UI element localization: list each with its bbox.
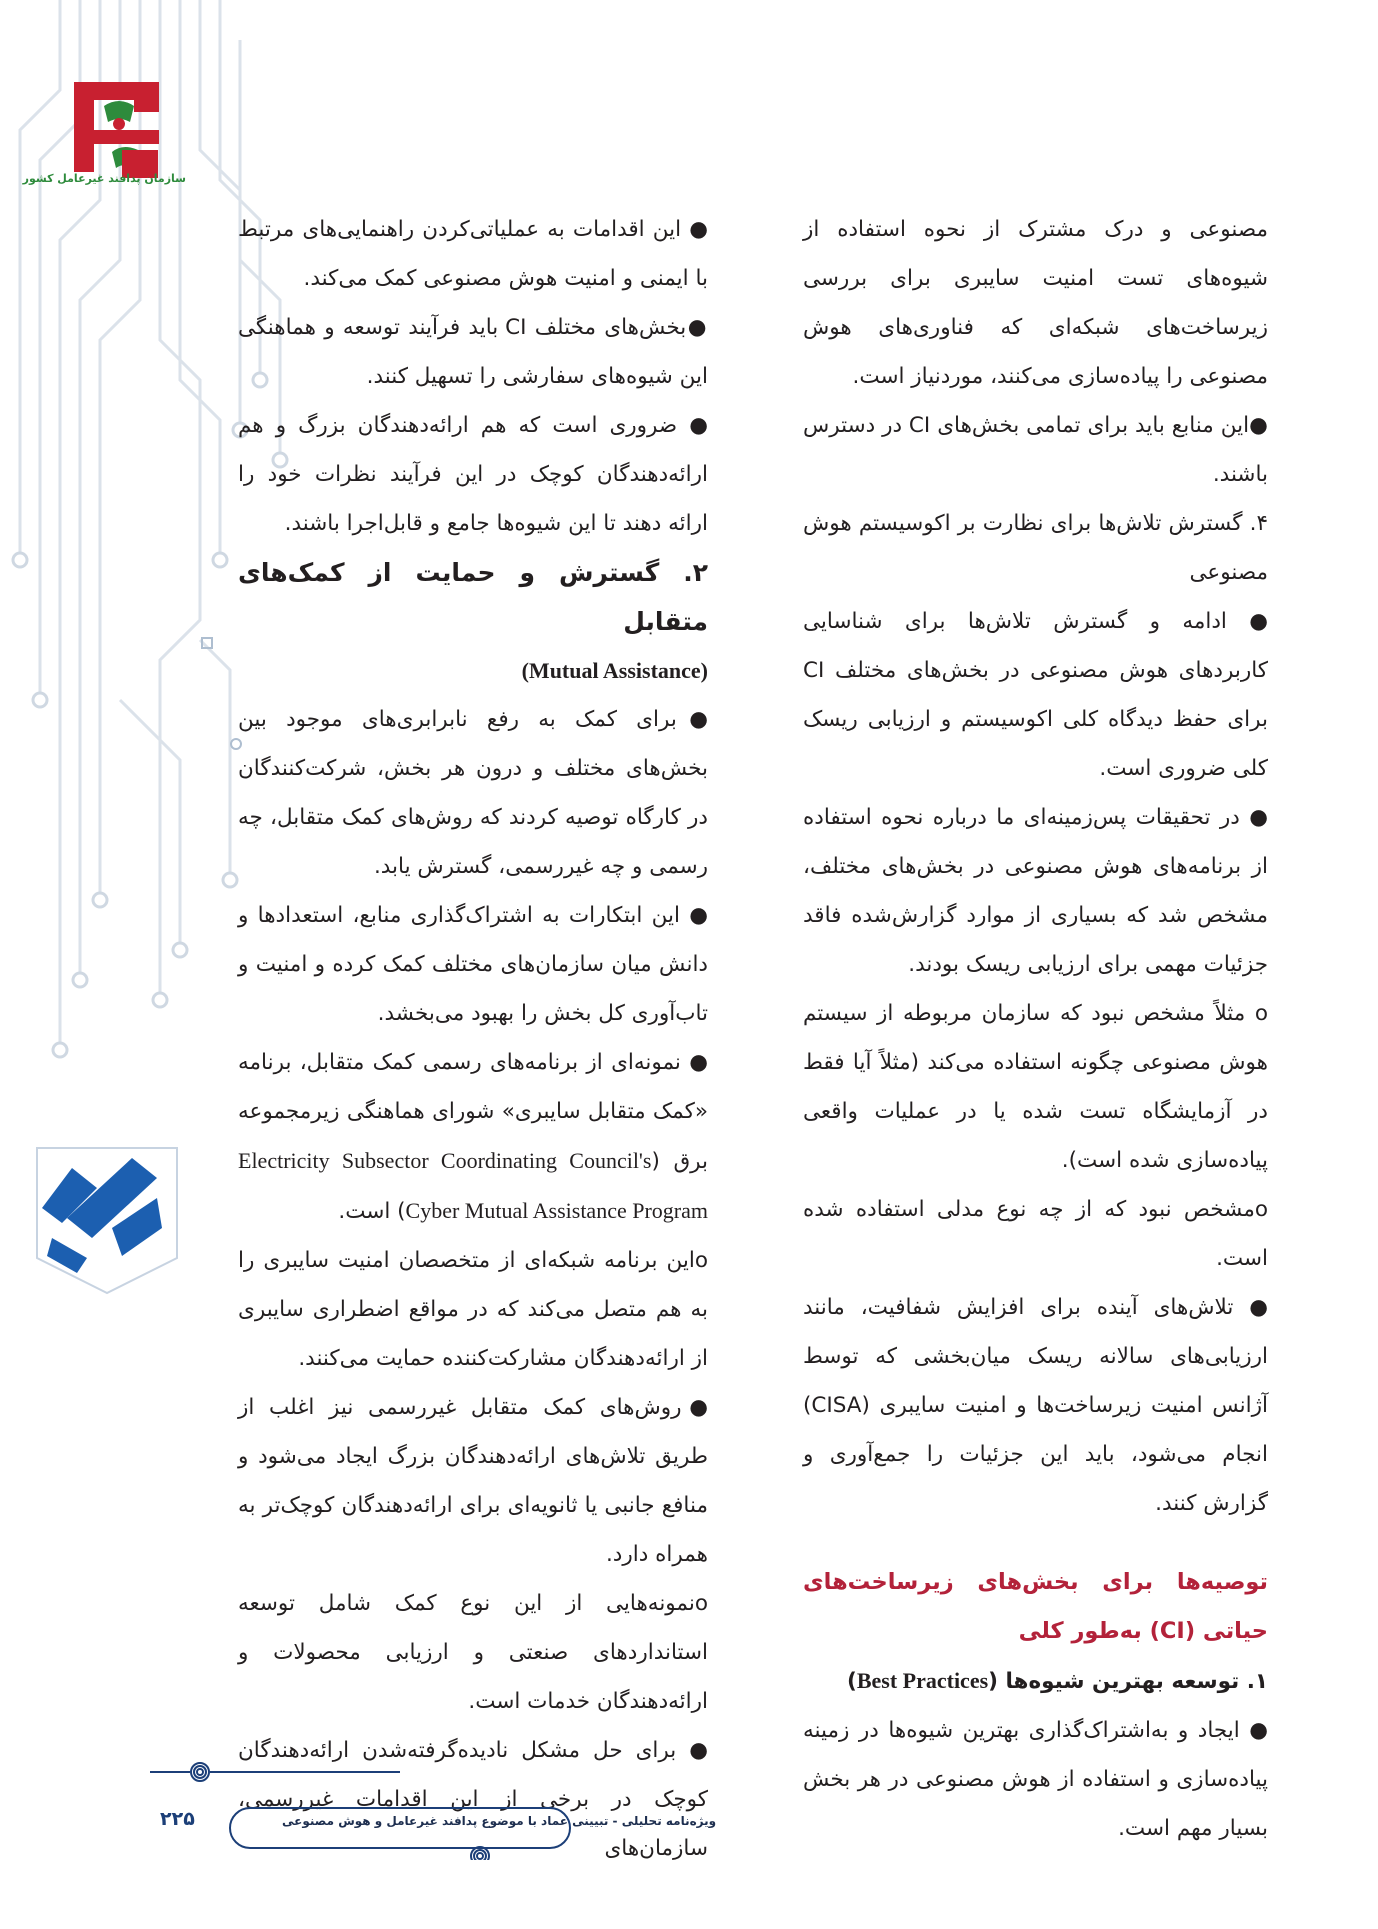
paragraph: ●این منابع باید برای تمامی بخش‌های CI در دسترس باشند.: [803, 413, 1269, 487]
paragraph: ● این ابتکارات به اشتراک‌گذاری منابع، استعدادها و دانش میان سازمان‌های مختلف کمک کرده و امنیت و تاب‌آوری کل بخش را بهبود می‌بخشد.: [238, 903, 708, 1026]
paragraph: مصنوعی و درک مشترک از نحوه استفاده از شیوه‌های تست امنیت سایبری برای بررسی زیرساخت‌های شبکه‌ای که فناوری‌های هوش مصنوعی را پیاده‌سازی می‌کنند، موردنیاز است.: [803, 217, 1268, 389]
left-text-column: [238, 205, 708, 1873]
paragraph: ●برای کمک به رفع نابرابری‌های موجود بین بخش‌های مختلف و درون هر بخش، شرکت‌کنندگان در کارگاه توصیه کردند که روش‌های کمک متقابل، چه رسمی و چه غیررسمی، گسترش یابد.: [238, 707, 708, 879]
iran-passive-defense-logo-icon: [22, 72, 186, 192]
section-heading: ۴. گسترش تلاش‌ها برای نظارت بر اکوسیستم هوش مصنوعی: [803, 511, 1268, 585]
paragraph: ●بخش‌های مختلف CI باید فرآیند توسعه و هماهنگی این شیوه‌های سفارشی را تسهیل کنند.: [238, 315, 708, 389]
paragraph-example: ● نمونه‌ای از برنامه‌های رسمی کمک متقابل، برنامه «کمک متقابل سایبری» شورای هماهنگی زیرمجموعه برق (Electricity Subsector Coordinating Council's Cyber Mutual Assistance Program) است.: [238, 1050, 708, 1224]
paragraph: ● تلاش‌های آینده برای افزایش شفافیت، مانند ارزیابی‌های سالانه ریسک میان‌بخشی که توسط آژانس امنیت زیرساخت‌ها و امنیت سایبری (CISA) انجام می‌شود، باید این جزئیات را جمع‌آوری و گزارش کنند.: [803, 1295, 1268, 1516]
paragraph: oمشخص نبود که از چه نوع مدلی استفاده شده است.: [803, 1197, 1268, 1271]
paragraph: o مثلاً مشخص نبود که سازمان مربوطه از سیستم هوش مصنوعی چگونه استفاده می‌کند (مثلاً آیا فقط در آزمایشگاه تست شده یا در عملیات واقعی پیاده‌سازی شده است).: [803, 1001, 1268, 1173]
recommendations-title: توصیه‌ها برای بخش‌های زیرساخت‌های حیاتی (CI) به‌طور کلی: [803, 1569, 1268, 1644]
emad-logo-icon: [32, 1138, 182, 1298]
footer-publication-title: ویژه‌نامه تحلیلی - تبیینی عماد با موضوع پدافند غیرعامل و هوش مصنوعی: [282, 1814, 717, 1828]
paragraph: ● ضروری است که هم ارائه‌دهندگان بزرگ و هم ارائه‌دهندگان کوچک در این فرآیند نظرات خود را ارائه دهند تا این شیوه‌ها جامع و قابل‌اجرا باشند.: [238, 413, 708, 536]
paragraph: oنمونه‌هایی از این نوع کمک شامل توسعه استانداردهای صنعتی و ارزیابی محصولات و ارائه‌دهندگان خدمات است.: [238, 1591, 708, 1714]
right-text-column: [803, 205, 1268, 1853]
logo-caption: سازمان پدافند غیرعامل کشور: [22, 172, 186, 185]
paragraph: ● این اقدامات به عملیاتی‌کردن راهنمایی‌های مرتبط با ایمنی و امنیت هوش مصنوعی کمک می‌کند.: [238, 217, 708, 291]
page-number: ۲۲۵: [160, 1808, 195, 1830]
paragraph: ● در تحقیقات پس‌زمینه‌ای ما درباره نحوه استفاده از برنامه‌های هوش مصنوعی در بخش‌های مختلف، مشخص شد که بسیاری از موارد گزارش‌شده فاقد جزئیات مهمی برای ارزیابی ریسک بودند.: [803, 805, 1268, 977]
footer-decoration: [150, 1760, 580, 1860]
subheading-mutual-assistance: ۲. گسترش و حمایت از کمک‌های متقابل: [238, 558, 708, 636]
paragraph: ● ادامه و گسترش تلاش‌ها برای شناسایی کاربردهای هوش مصنوعی در بخش‌های مختلف CI برای حفظ دیدگاه کلی اکوسیستم و ارزیابی ریسک کلی ضروری است.: [803, 609, 1268, 781]
paragraph: oاین برنامه شبکه‌ای از متخصصان امنیت سایبری را به هم متصل می‌کند که در مواقع اضطراری سایبری از ارائه‌دهندگان مشارکت‌کننده حمایت می‌کنند.: [238, 1248, 708, 1371]
paragraph: ●روش‌های کمک متقابل غیررسمی نیز اغلب از طریق تلاش‌های ارائه‌دهندگان بزرگ ایجاد می‌شود و منافع جانبی یا ثانویه‌ای برای ارائه‌دهندگان کوچک‌تر به همراه دارد.: [238, 1395, 708, 1567]
paragraph: ● برای حل مشکل نادیده‌گرفته‌شدن ارائه‌دهندگان کوچک در برخی از این اقدامات غیررسمی، سازمان‌های: [238, 1738, 708, 1861]
subheading-mutual-assistance-en: (Mutual Assistance): [521, 658, 708, 683]
subheading-best-practices: ۱. توسعه بهترین شیوه‌ها (Best Practices): [847, 1668, 1268, 1694]
paragraph: ● ایجاد و به‌اشتراک‌گذاری بهترین شیوه‌ها در زمینه پیاده‌سازی و استفاده از هوش مصنوعی در هر بخش بسیار مهم است.: [803, 1718, 1268, 1841]
